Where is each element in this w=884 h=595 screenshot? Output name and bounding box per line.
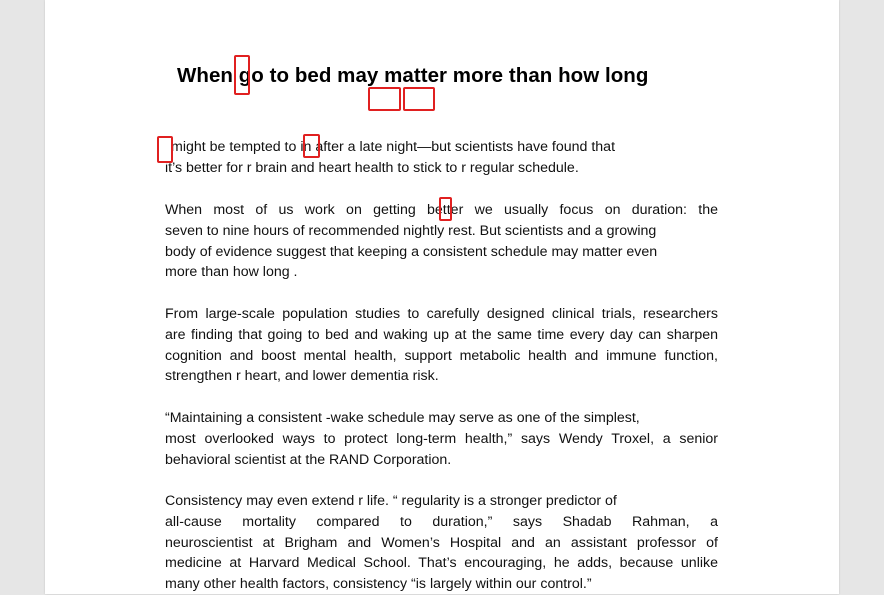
text-line: most overlooked ways to protect long-term health,” says Wendy Troxel, a senior [165,430,718,447]
text-line: seven to nine hours of recommended nightly rest. But scientists and a growing [165,222,657,239]
redaction-box-title-2 [368,87,401,111]
text-line: Consistency may even extend r life. “ regularity is a stronger predictor of [165,493,617,509]
text-line: are finding that going to bed and waking up at the same time every day can sharpen [165,326,718,343]
document-title: When go to bed may matter more than how long [177,64,649,87]
redaction-box-p2 [439,197,452,221]
text-line: From large-scale population studies to carefully designed clinical trials, researchers [165,306,718,322]
text-line: body of evidence suggest that keeping a consistent schedule may matter even [165,243,658,260]
redaction-box-title-3 [403,87,435,111]
text-line: neuroscientist at Brigham and Women’s Hospital and an assistant professor of [165,534,718,551]
text-line: more than how long . [165,264,298,281]
redaction-box-p1-mid [303,134,320,158]
text-line: medicine at Harvard Medical School. That’s encouraging, he adds, because unlike [165,555,718,572]
text-line: it’s better for r brain and heart health to stick to r regular schedule. [165,159,579,176]
paragraph-1 [165,137,718,179]
paragraph-3 [165,304,718,387]
text-line: might be tempted to in after a late night—but scientists have found that [171,139,616,155]
paragraph-5 [165,491,718,595]
text-line: strengthen r heart, and lower dementia risk. [165,368,439,385]
text-line: behavioral scientist at the RAND Corporation. [165,451,452,468]
text-line: many other health factors, consistency “is largely within our control.” [165,576,592,593]
text-line: cognition and boost mental health, support metabolic health and immune function, [165,347,718,364]
text-line: all-cause mortality compared to duration,” says Shadab Rahman, a [165,513,718,530]
redaction-box-title-1 [234,55,250,95]
redaction-box-p1-start [157,136,173,163]
document-page [45,0,839,594]
paragraph-4 [165,408,718,470]
text-line: “Maintaining a consistent -wake schedule may serve as one of the simplest, [165,410,640,426]
text-line: When most of us work on getting better we usually focus on duration: the [165,202,718,218]
